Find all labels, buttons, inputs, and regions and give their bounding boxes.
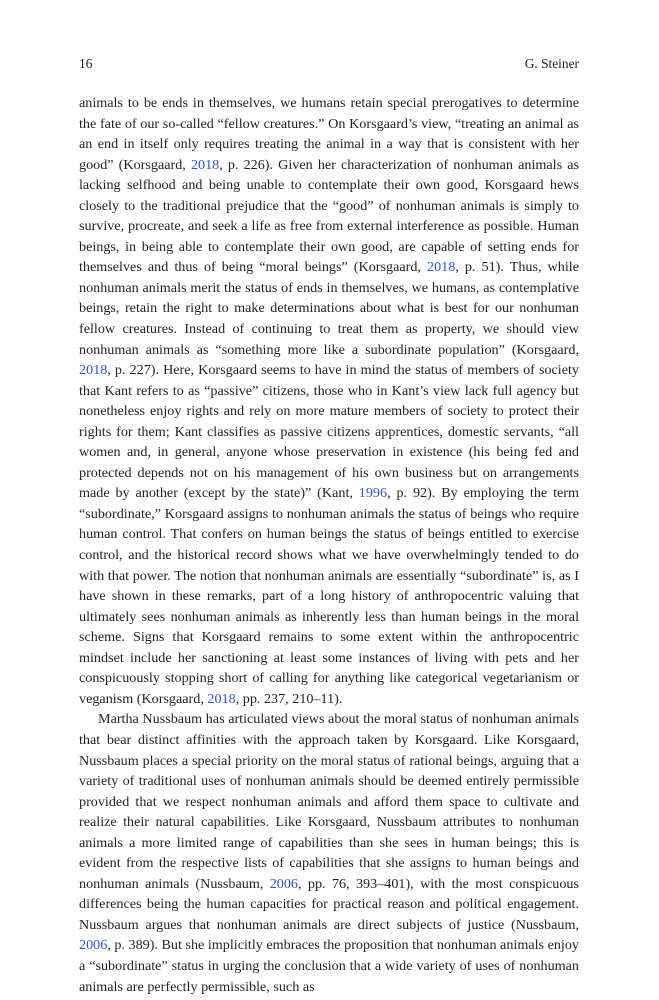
paragraph-text: , pp. 76, 393–401), with the most conspicuous differences being the human capacities for practical reason and political engagement. Nussbaum argues that nonhuman animals are direct subjects of justice (Nussbaum,	[79, 875, 579, 933]
paragraph-text: , p. 51). Thus, while nonhuman animals merit the status of ends in themselves, we humans, as contemplative beings, retain the right to make determinations about what is best for our nonhuman fellow creatures. Instead of continuing to treat them as property, we should view nonhuman animals as “something more like a subordinate population” (Korsgaard,	[79, 259, 579, 358]
citation-link[interactable]: 1996	[358, 485, 388, 502]
paragraph-text: , pp. 237, 210–11).	[235, 690, 343, 707]
running-head	[79, 55, 579, 73]
paragraph-text: animals to be ends in themselves, we humans retain special prerogatives to determine the fate of our so-called “fellow creatures.” On Korsgaard’s view, “treating an animal as an end in itself only requires treating the animal in a way that is consistent with her good” (Korsgaard,	[79, 95, 579, 173]
citation-link[interactable]: 2018	[79, 362, 108, 379]
paragraph-text: , p. 389). But she implicitly embraces the proposition that nonhuman animals enjoy a “subordinate” status in urging the conclusion that a wide variety of uses of nonhuman animals are perfectly permissible, such as	[79, 937, 579, 995]
citation-link[interactable]: 2006	[269, 875, 298, 892]
paragraph-text: , p. 226). Given her characterization of nonhuman animals as lacking selfhood and being unable to contemplate their own good, Korsgaard hews closely to the traditional prejudice that the “good” of nonhuman animals is simply to survive, procreate, and seek a life as free from external interference as possible. Human beings, in being able to contemplate their own good, are capable of setting ends for themselves and thus of being “moral beings” (Korsgaard,	[79, 156, 579, 276]
body-text	[79, 93, 579, 997]
citation-link[interactable]: 2018	[427, 259, 456, 276]
paragraph	[79, 93, 579, 709]
paragraph-text: , p. 227). Here, Korsgaard seems to have in mind the status of members of society that Kant refers to as “passive” citizens, those who in Kant’s view lack full agency but nonetheless enjoy rights and rely on more mature members of society to protect their rights for them; Kant classifies as passive citizens apprentices, domestic servants, “all women and, in general, anyone whose preservation in existence (his being fed and protected depends not on his management of his own business but on arrangements made by another (except by the state)” (Kant,	[79, 362, 579, 502]
paragraph	[79, 709, 579, 997]
citation-link[interactable]: 2018	[207, 690, 236, 707]
running-head-author: G. Steiner	[524, 56, 579, 71]
citation-link[interactable]: 2006	[79, 937, 108, 954]
page-number: 16	[79, 56, 93, 71]
paragraph-text: , p. 92). By employing the term “subordinate,” Korsgaard assigns to nonhuman animals the status of beings who require human control. That confers on human beings the status of beings entitled to exercise control, and the historical record shows what we have overwhelmingly tended to do with that power. The notion that nonhuman animals are essentially “subordinate” is, as I have shown in these remarks, part of a long history of anthropocentric valuing that ultimately sees nonhuman animals as inherently less than human beings in the moral scheme. Signs that Korsgaard remains to some extent within the anthropocentric mindset include her sanctioning at least some instances of living with pets and her conspicuously stopping short of calling for anything like categorical vegetarianism or veganism (Korsgaard,	[79, 485, 579, 707]
citation-link[interactable]: 2018	[190, 156, 220, 173]
paragraph-text: Martha Nussbaum has articulated views about the moral status of nonhuman animals that bear distinct affinities with the approach taken by Korsgaard. Like Korsgaard, Nussbaum places a special priority on the moral status of rational beings, arguing that a variety of traditional uses of nonhuman animals should be deemed entirely permissible provided that we respect nonhuman animals and afford them space to cultivate and realize their natural capabilities. Like Korsgaard, Nussbaum attributes to nonhuman animals a more limited range of capabilities than she sees in human beings; this is evident from the respective lists of capabilities that she assigns to human beings and nonhuman animals (Nussbaum,	[79, 711, 579, 892]
